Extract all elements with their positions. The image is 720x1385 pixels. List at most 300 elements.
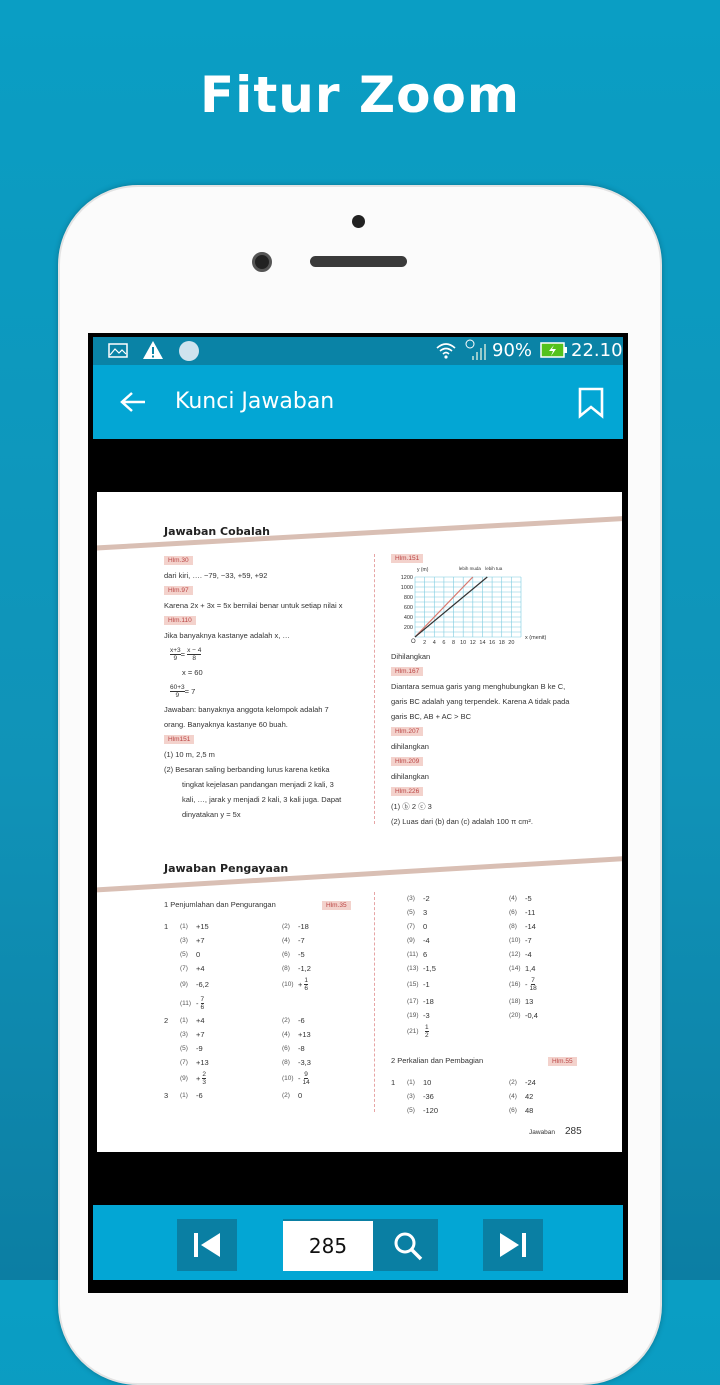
answer-row xyxy=(164,1013,384,1027)
item-number: (12) xyxy=(509,950,521,958)
item-number: (15) xyxy=(407,981,419,988)
text-line: garis BC, AB + AC > BC xyxy=(391,712,472,721)
last-page-button[interactable] xyxy=(483,1219,543,1271)
answer-value: 1,4 xyxy=(525,963,536,973)
fraction xyxy=(530,977,537,992)
text-line: Jika banyaknya kastanye adalah x, … xyxy=(164,631,290,640)
answer-value: +7 xyxy=(196,1029,205,1039)
group-number: 1 xyxy=(164,921,169,931)
sign: + xyxy=(196,1074,201,1083)
answer-row xyxy=(391,1075,611,1089)
answer-value: -14 xyxy=(525,921,536,931)
status-bar xyxy=(93,337,623,365)
answer-cell xyxy=(407,950,509,959)
battery-percent: 90% xyxy=(492,340,533,361)
series-label: lebih tua xyxy=(485,566,503,571)
denominator: 14 xyxy=(302,1079,310,1086)
text-line xyxy=(391,754,616,769)
item-number: (1) xyxy=(180,922,188,930)
item-number: (2) xyxy=(282,1091,290,1099)
warning-icon xyxy=(142,340,164,360)
text-line xyxy=(391,724,616,739)
answer-value: -1,2 xyxy=(298,963,311,973)
answer-value: -3,3 xyxy=(298,1057,311,1067)
answer-value: +13 xyxy=(298,1029,311,1039)
item-number: (3) xyxy=(407,894,415,902)
x-tick-label: 18 xyxy=(498,640,505,646)
answer-cell xyxy=(407,1011,509,1020)
answer-value: -1 xyxy=(423,980,430,989)
numerator: 9 xyxy=(304,1071,308,1078)
answer-value: 0 xyxy=(298,1090,303,1100)
answer-cell xyxy=(509,922,611,931)
answer-value: +13 xyxy=(196,1057,209,1067)
numerator: 1 xyxy=(425,1024,429,1031)
item-number: (4) xyxy=(509,1092,517,1100)
item-number: (7) xyxy=(180,964,188,972)
numerator: 7 xyxy=(200,996,205,1003)
answer-cell xyxy=(509,977,611,992)
answer-value: -6 xyxy=(196,1090,203,1100)
text-line xyxy=(391,784,616,799)
bottom-nav-bar xyxy=(93,1205,623,1280)
answer-cell xyxy=(407,894,509,903)
series-label: lebih muda xyxy=(458,566,481,571)
column-divider xyxy=(374,554,375,824)
text-line: dari kiri, …. −79, −33, +59, +92 xyxy=(164,571,268,580)
denominator: 9 xyxy=(173,654,178,662)
answer-row xyxy=(391,1089,611,1103)
item-number: (5) xyxy=(180,950,188,958)
answer-row xyxy=(391,1008,611,1022)
page-tag: Hlm.110 xyxy=(164,616,196,625)
numerator: 60+3 xyxy=(170,683,185,691)
answer-row xyxy=(391,1103,611,1117)
page-tag: Hlm.207 xyxy=(391,727,423,736)
item-number: (19) xyxy=(407,1011,419,1019)
text-line: dinyatakan y = 5x xyxy=(182,810,241,819)
page-tag: Hlm.30 xyxy=(164,556,193,565)
answer-row xyxy=(391,905,611,919)
distance-time-graph xyxy=(387,566,567,646)
text-line: orang. Banyaknya kastanye 60 buah. xyxy=(164,720,288,729)
answer-value: -24 xyxy=(525,1077,536,1087)
answer-cell xyxy=(407,997,509,1006)
promo-title: Fitur Zoom xyxy=(200,66,520,124)
answer-cell xyxy=(509,908,611,917)
y-tick-label: 600 xyxy=(403,605,413,611)
fraction xyxy=(425,1024,429,1039)
text-line xyxy=(164,732,369,747)
answer-cell xyxy=(407,1078,509,1087)
answer-cell xyxy=(509,950,611,959)
battery-charging-icon xyxy=(540,342,568,358)
item-number: (6) xyxy=(282,950,290,958)
answer-cell xyxy=(282,1091,384,1100)
item-number: (4) xyxy=(282,1030,290,1038)
answer-row xyxy=(164,1041,384,1055)
text-line xyxy=(164,613,369,628)
item-number: (2) xyxy=(282,922,290,930)
answer-value: +7 xyxy=(196,935,205,945)
answer-cell xyxy=(509,894,611,903)
answer-value: 6 xyxy=(423,949,428,959)
app-bar xyxy=(93,365,623,439)
answer-value: -36 xyxy=(423,1091,434,1101)
group-number: 1 xyxy=(391,1077,396,1087)
answer-value: 42 xyxy=(525,1091,534,1101)
page-number-input[interactable]: 285 xyxy=(283,1221,373,1271)
answer-row xyxy=(391,933,611,947)
sign: - xyxy=(525,980,528,989)
answer-value: -8 xyxy=(298,1043,305,1053)
answer-list xyxy=(164,919,384,1102)
y-axis-label: y (m) xyxy=(417,567,429,573)
text-line: x = 60 xyxy=(182,668,203,677)
item-number: (1) xyxy=(180,1016,188,1024)
y-tick-label: 1200 xyxy=(400,575,413,581)
answer-cell xyxy=(180,1058,282,1067)
text-line: dihilangkan xyxy=(391,742,429,751)
answer-value: -4 xyxy=(525,949,532,959)
answer-value: -5 xyxy=(298,949,305,959)
item-number: (2) xyxy=(282,1016,290,1024)
text-line: garis BC adalah yang terpendek. Karena A tidak pada xyxy=(391,697,570,706)
item-number: (8) xyxy=(509,922,517,930)
x-tick-label: 12 xyxy=(469,640,476,646)
item-number: (11) xyxy=(407,950,419,958)
answer-row xyxy=(391,919,611,933)
item-number: (11) xyxy=(180,1000,192,1007)
answer-cell xyxy=(509,936,611,945)
fraction xyxy=(201,996,205,1011)
bookmark-icon[interactable] xyxy=(577,387,605,419)
item-number: (6) xyxy=(509,908,517,916)
denominator: 9 xyxy=(175,691,180,699)
page-tag: Hlm.226 xyxy=(391,787,423,796)
group-number: 3 xyxy=(164,1090,169,1100)
answer-cell xyxy=(282,1044,384,1053)
equals: = 7 xyxy=(184,686,196,696)
item-number: (3) xyxy=(180,1030,188,1038)
answer-value: -18 xyxy=(423,996,434,1006)
fraction xyxy=(303,1071,310,1086)
answer-row xyxy=(391,891,611,905)
answer-row xyxy=(391,947,611,961)
denominator: 2 xyxy=(425,1032,429,1039)
answer-cell xyxy=(407,1092,509,1101)
numerator: 1 xyxy=(304,977,309,984)
x-tick-label: 2 xyxy=(423,640,427,646)
answer-value: 13 xyxy=(525,996,534,1006)
denominator: 18 xyxy=(529,985,537,992)
answer-cell xyxy=(509,1092,611,1101)
answer-value: -3 xyxy=(423,1010,430,1020)
item-number: (1) xyxy=(407,1078,415,1086)
answer-cell xyxy=(180,922,282,931)
answer-cell xyxy=(180,1016,282,1025)
phone-sensor xyxy=(352,215,365,228)
page-title: Kunci Jawaban xyxy=(175,389,335,414)
answer-value: -0,4 xyxy=(525,1010,538,1020)
text-line: (2) Besaran saling berbanding lurus karena ketika xyxy=(164,765,330,774)
item-number: (5) xyxy=(180,1044,188,1052)
y-tick-label: 800 xyxy=(403,595,413,601)
item-number: (1) xyxy=(180,1091,188,1099)
x-tick-label: 10 xyxy=(460,640,467,646)
sign: - xyxy=(298,1074,301,1083)
wifi-icon xyxy=(435,341,457,361)
item-number: (4) xyxy=(509,894,517,902)
phone-speaker xyxy=(310,256,407,267)
y-tick-label: 200 xyxy=(403,625,413,631)
skip-previous-icon xyxy=(192,1232,222,1258)
answer-cell xyxy=(180,936,282,945)
equals: = xyxy=(180,649,186,659)
answer-cell xyxy=(180,1071,282,1086)
fraction xyxy=(304,977,308,992)
text-line: (1) 10 m, 2,5 m xyxy=(164,750,215,759)
denominator: 6 xyxy=(200,1004,205,1011)
answer-row xyxy=(164,933,384,947)
answer-cell xyxy=(180,950,282,959)
item-number: (7) xyxy=(407,922,415,930)
search-icon[interactable] xyxy=(392,1230,424,1262)
answer-row xyxy=(391,994,611,1008)
text-line xyxy=(164,583,369,598)
answer-cell xyxy=(282,950,384,959)
answer-cell xyxy=(407,908,509,917)
item-number: (6) xyxy=(282,1044,290,1052)
page-tag: Hlm.35 xyxy=(322,900,351,910)
text-line xyxy=(391,664,616,679)
item-number: (8) xyxy=(282,964,290,972)
answer-value: -11 xyxy=(525,907,536,917)
numerator: x − 4 xyxy=(187,646,202,654)
item-number: (5) xyxy=(407,908,415,916)
answer-cell xyxy=(509,1078,611,1087)
denominator: 8 xyxy=(192,654,197,662)
numerator: 7 xyxy=(531,977,535,984)
back-arrow-icon[interactable] xyxy=(119,391,147,413)
image-notification-icon xyxy=(108,343,128,358)
first-page-button[interactable] xyxy=(177,1219,237,1271)
skip-next-icon xyxy=(498,1232,528,1258)
fraction xyxy=(170,647,181,662)
answer-cell xyxy=(407,1024,509,1039)
page-number: 285 xyxy=(565,1126,582,1137)
answer-cell xyxy=(407,1106,509,1115)
answer-cell xyxy=(282,1030,384,1039)
origin-label: O xyxy=(411,639,416,645)
answer-value: 0 xyxy=(196,949,201,959)
answer-cell xyxy=(180,964,282,973)
y-tick-label: 1000 xyxy=(400,585,413,591)
answer-row xyxy=(164,1088,384,1102)
text-line: (1) ⓑ 2 ⓒ 3 xyxy=(391,802,432,811)
fraction xyxy=(202,1071,206,1086)
answer-value: +15 xyxy=(196,921,209,931)
y-tick-label: 400 xyxy=(403,615,413,621)
text-line: Diantara semua garis yang menghubungkan B ke C, xyxy=(391,682,566,691)
answer-cell xyxy=(180,980,282,989)
fraction xyxy=(187,647,201,662)
text-line: dihilangkan xyxy=(391,772,429,781)
item-number: (10) xyxy=(509,936,521,944)
answer-list xyxy=(391,1075,611,1117)
page-tag: Hlm.151 xyxy=(391,553,423,563)
app-notification-icon xyxy=(179,341,199,361)
item-number: (3) xyxy=(407,1092,415,1100)
text-line: kali, …, jarak y menjadi 2 kali, 3 kali juga. Dapat xyxy=(182,795,342,804)
answer-row xyxy=(164,1069,384,1088)
answer-cell xyxy=(282,964,384,973)
clock: 22.10 xyxy=(571,340,623,361)
answer-row xyxy=(164,994,384,1013)
answer-cell xyxy=(180,996,282,1011)
subsection-title: 1 Penjumlahan dan Pengurangan xyxy=(164,900,276,909)
numerator: 2 xyxy=(202,1071,207,1078)
group-number: 2 xyxy=(164,1015,169,1025)
answer-value: +4 xyxy=(196,1015,205,1025)
item-number: (13) xyxy=(407,964,419,972)
answer-value: -7 xyxy=(298,935,305,945)
text-line: Jawaban: banyaknya anggota kelompok adalah 7 xyxy=(164,705,329,714)
text-line: Dihilangkan xyxy=(391,652,431,661)
answer-row xyxy=(391,1022,611,1041)
answer-row xyxy=(391,975,611,994)
answer-value: -6 xyxy=(298,1015,305,1025)
left-column xyxy=(164,553,369,822)
answer-cell xyxy=(282,1071,384,1086)
subsection-title: 2 Perkalian dan Pembagian xyxy=(391,1056,484,1065)
answer-value: 48 xyxy=(525,1105,534,1115)
page-tag: Hlm151 xyxy=(164,735,194,744)
signal-icon xyxy=(464,339,488,361)
answer-value: -120 xyxy=(423,1105,439,1115)
item-number: (6) xyxy=(509,1106,517,1114)
answer-cell xyxy=(180,1091,282,1100)
item-number: (4) xyxy=(282,936,290,944)
answer-value: +4 xyxy=(196,963,205,973)
item-number: (16) xyxy=(509,981,521,988)
footer-label: Jawaban xyxy=(529,1129,556,1136)
item-number: (9) xyxy=(180,981,188,988)
answer-row xyxy=(164,975,384,994)
x-tick-label: 14 xyxy=(479,640,486,646)
answer-row xyxy=(391,961,611,975)
answer-list xyxy=(391,891,611,1041)
answer-value: 10 xyxy=(423,1077,432,1087)
answer-cell xyxy=(509,1106,611,1115)
answer-cell xyxy=(407,936,509,945)
answer-value: -9 xyxy=(196,1043,203,1053)
page-tag: Hlm.167 xyxy=(391,667,423,676)
item-number: (18) xyxy=(509,997,521,1005)
item-number: (10) xyxy=(282,1075,294,1082)
answer-cell xyxy=(282,936,384,945)
document-page[interactable] xyxy=(97,492,622,1152)
x-tick-label: 4 xyxy=(432,640,436,646)
item-number: (14) xyxy=(509,964,521,972)
section-heading: Jawaban Cobalah xyxy=(164,525,271,538)
answer-value: -1,5 xyxy=(423,963,436,973)
answer-row xyxy=(164,919,384,933)
answer-row xyxy=(164,947,384,961)
numerator: x+3 xyxy=(170,646,181,654)
page-tag: Hlm.97 xyxy=(164,586,193,595)
item-number: (9) xyxy=(180,1075,188,1082)
item-number: (8) xyxy=(282,1058,290,1066)
answer-value: -4 xyxy=(423,935,430,945)
x-tick-label: 16 xyxy=(489,640,496,646)
sign: + xyxy=(298,980,303,989)
item-number: (9) xyxy=(407,936,415,944)
denominator: 3 xyxy=(202,1079,207,1086)
answer-cell xyxy=(282,1058,384,1067)
answer-cell xyxy=(282,1016,384,1025)
x-tick-label: 8 xyxy=(452,640,456,646)
answer-cell xyxy=(282,922,384,931)
answer-value: -2 xyxy=(423,893,430,903)
phone-camera xyxy=(252,252,272,272)
answer-value: -7 xyxy=(525,935,532,945)
page-tag: Hlm.209 xyxy=(391,757,423,766)
answer-value: 0 xyxy=(423,921,428,931)
item-number: (3) xyxy=(180,936,188,944)
right-column xyxy=(391,649,616,829)
answer-value: -6,2 xyxy=(196,980,209,989)
answer-cell xyxy=(407,922,509,931)
answer-row xyxy=(164,1055,384,1069)
answer-cell xyxy=(407,964,509,973)
answer-row xyxy=(164,1027,384,1041)
item-number: (20) xyxy=(509,1011,521,1019)
denominator: 6 xyxy=(304,985,309,992)
item-number: (21) xyxy=(407,1028,419,1035)
text-line: (2) Luas dari (b) dan (c) adalah 100 π cm². xyxy=(391,817,533,826)
item-number: (2) xyxy=(509,1078,517,1086)
answer-cell xyxy=(509,1011,611,1020)
sign: - xyxy=(196,999,199,1008)
answer-row xyxy=(164,961,384,975)
fraction xyxy=(170,684,185,699)
answer-cell xyxy=(180,1044,282,1053)
answer-cell xyxy=(180,1030,282,1039)
text-line: tingkat kejelasan pandangan menjadi 2 kali, 3 xyxy=(182,780,334,789)
answer-value: -5 xyxy=(525,893,532,903)
text-line xyxy=(164,553,369,568)
x-tick-label: 6 xyxy=(442,640,446,646)
text-line xyxy=(164,643,369,665)
answer-cell xyxy=(509,997,611,1006)
answer-cell xyxy=(282,977,384,992)
text-line: Karena 2x + 3x = 5x bernilai benar untuk setiap nilai x xyxy=(164,601,343,610)
item-number: (10) xyxy=(282,981,294,988)
item-number: (17) xyxy=(407,997,419,1005)
answer-cell xyxy=(509,964,611,973)
text-line xyxy=(164,680,369,702)
x-tick-label: 20 xyxy=(508,640,515,646)
x-axis-label: x (menit) xyxy=(525,635,547,641)
section-heading: Jawaban Pengayaan xyxy=(164,862,289,875)
answer-value: 3 xyxy=(423,907,428,917)
item-number: (7) xyxy=(180,1058,188,1066)
page-tag: Hlm.55 xyxy=(548,1056,577,1066)
answer-value: -18 xyxy=(298,921,309,931)
item-number: (5) xyxy=(407,1106,415,1114)
answer-cell xyxy=(407,980,509,989)
